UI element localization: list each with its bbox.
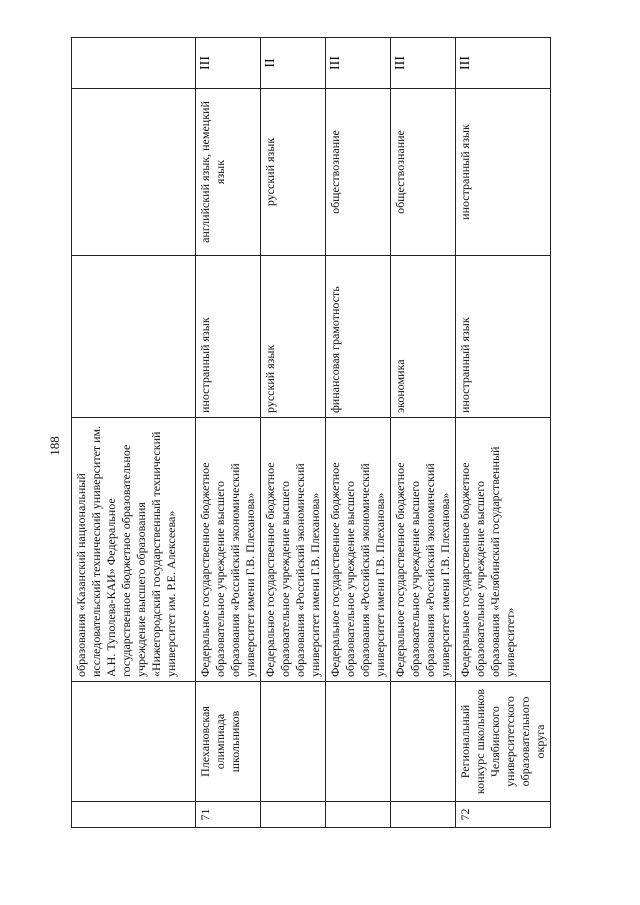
row-number: 72 [456,802,551,828]
profile: иностранный язык [196,256,261,418]
profile: экономика [391,256,456,418]
profile: иностранный язык [456,256,551,418]
level: II [261,38,326,89]
level: III [391,38,456,89]
page-number: 188 [47,436,62,456]
olympiad-name: Плехановская олимпиада школьников [196,682,261,802]
level: III [196,38,261,89]
olympiad-name [391,682,456,802]
table-row [456,38,551,828]
olympiad-name [326,682,391,802]
organizer: образования «Казанский национальный исследовательский технический университет им. А.Н. Туполева-КАИ» Федеральное государственное бюджетное образовательное учреждение высшего образования «Нижегородский государственный технический университет им. Р.Е. Алексеева» [72,418,196,682]
profile: русский язык [261,256,326,418]
subjects: обществознание [326,89,391,256]
profile [72,256,196,418]
level: III [456,38,551,89]
rotated-table-container [71,38,547,828]
subjects [72,89,196,256]
olympiad-name [72,682,196,802]
level: III [326,38,391,89]
olympiad-name [261,682,326,802]
table-row [391,38,456,828]
level [72,38,196,89]
subjects: английский язык, немецкий язык [196,89,261,256]
subjects: русский язык [261,89,326,256]
organizer: Федеральное государственное бюджетное образовательное учреждение высшего образования «Российский экономический университет имени Г.В. Плеханова» [261,418,326,682]
table-row [326,38,391,828]
table-row [72,38,196,828]
row-number: 71 [196,802,261,828]
organizer: Федеральное государственное бюджетное образовательное учреждение высшего образования «Российский экономический университет имени Г.В. Плеханова» [326,418,391,682]
organizer: Федеральное государственное бюджетное образовательное учреждение высшего образования «Российский экономический университет имени Г.В. Плеханова» [391,418,456,682]
olympiad-name: Региональный конкурс школьников Челябинского университетского образовательного округа [456,682,551,802]
row-number [326,802,391,828]
subjects: иностранный язык [456,89,551,256]
organizer: Федеральное государственное бюджетное образовательное учреждение высшего образования «Российский экономический университет имени Г.В. Плеханова» [196,418,261,682]
row-number [261,802,326,828]
olympiad-table [71,37,551,828]
organizer: Федеральное государственное бюджетное образовательное учреждение высшего образования «Челябинский государственный университет» [456,418,551,682]
row-number [391,802,456,828]
table-row [261,38,326,828]
profile: финансовая грамотность [326,256,391,418]
subjects: обществознание [391,89,456,256]
row-number [72,802,196,828]
table-row [196,38,261,828]
